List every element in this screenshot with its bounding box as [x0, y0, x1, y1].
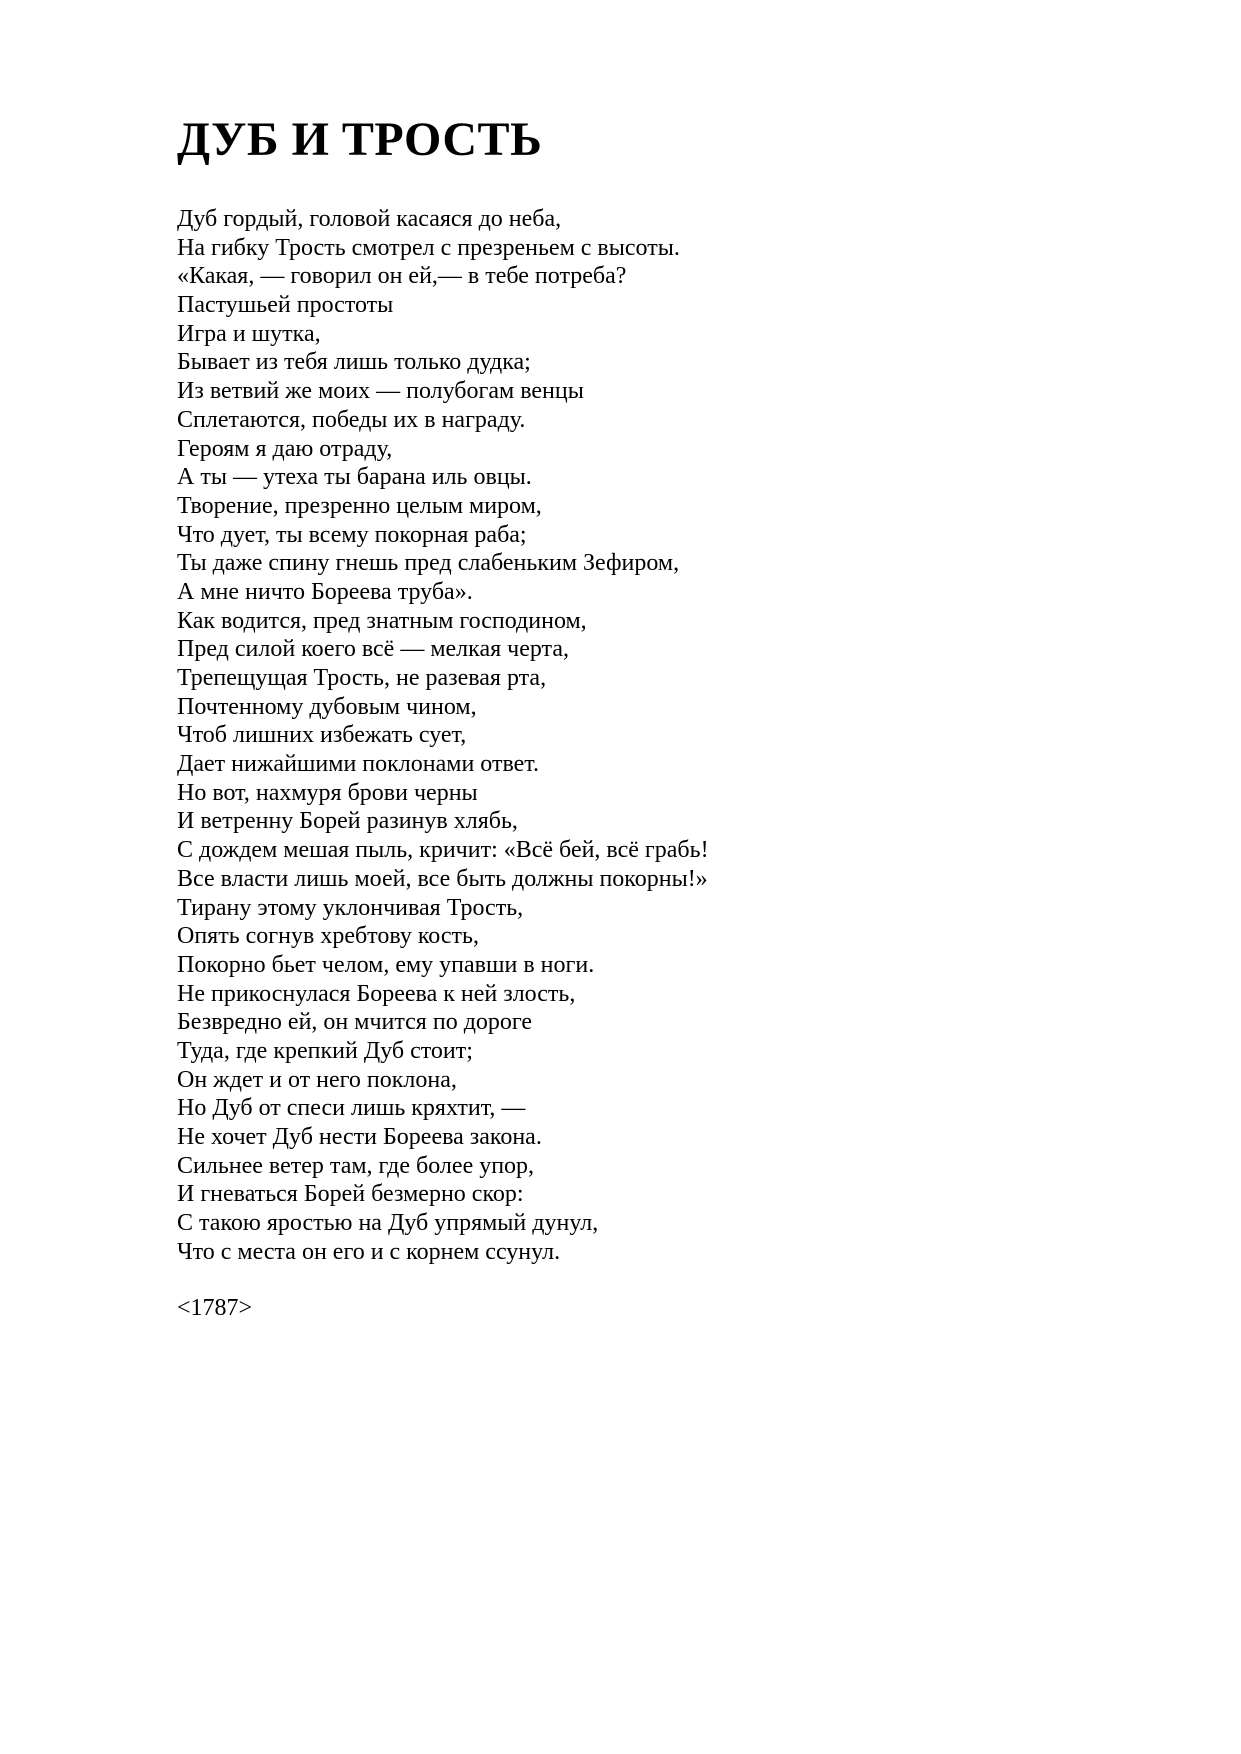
- poem-line: Не прикоснулася Бореева к ней злость,: [177, 980, 576, 1007]
- poem-line: Дуб гордый, головой касаяся до неба,: [177, 206, 562, 232]
- poem-line: Но вот, нахмуря брови черны: [177, 779, 478, 806]
- poem-line: Сплетаются, победы их в награду.: [177, 406, 526, 433]
- poem-line: Опять согнув хребтову кость,: [177, 923, 479, 950]
- poem-line: Не хочет Дуб нести Бореева закона.: [177, 1124, 542, 1150]
- poem-body: [177, 205, 709, 1266]
- poem-line: С такою яростью на Дуб упрямый дунул,: [177, 1210, 599, 1237]
- poem-line: Безвредно ей, он мчится по дороге: [177, 1009, 533, 1036]
- poem-line: «Какая, — говорил он ей,— в тебе потреба?: [177, 263, 627, 290]
- poem-line: И ветренну Борей разинув хлябь,: [177, 808, 518, 835]
- poem-line: Туда, где крепкий Дуб стоит;: [177, 1037, 473, 1064]
- poem-line: Сильнее ветер там, где более упор,: [177, 1152, 535, 1179]
- poem-line: А мне ничто Бореева труба».: [177, 578, 473, 605]
- poem-line: Все власти лишь моей, все быть должны покорны!»: [177, 865, 708, 892]
- poem-line: Как водится, пред знатным господином,: [177, 607, 587, 634]
- poem-line: Пред силой коего всё — мелкая черта,: [177, 636, 569, 663]
- poem-line: Трепещущая Трость, не разевая рта,: [177, 665, 547, 691]
- poem-line: Почтенному дубовым чином,: [177, 693, 477, 720]
- poem-line: Ты даже спину гнешь пред слабеньким Зефиром,: [177, 550, 680, 577]
- poem-line: Что дует, ты всему покорная раба;: [177, 521, 527, 548]
- poem-date: <1787>: [177, 1295, 253, 1321]
- poem-line: Тирану этому уклончивая Трость,: [177, 894, 524, 921]
- poem-line: Из ветвий же моих — полубогам венцы: [177, 378, 584, 405]
- poem-line: Пастушьей простоты: [177, 292, 394, 319]
- poem-line: Игра и шутка,: [177, 320, 321, 347]
- poem-line: А ты — утеха ты барана иль овцы.: [177, 464, 532, 491]
- poem-line: Но Дуб от спеси лишь кряхтит, —: [177, 1095, 526, 1122]
- poem-title: ДУБ И ТРОСТЬ: [177, 113, 543, 166]
- poem-line: Творение, презренно целым миром,: [177, 492, 542, 519]
- poem-line: Покорно бьет челом, ему упавши в ноги.: [177, 951, 595, 978]
- poem-line: Что с места он его и с корнем ссунул.: [177, 1238, 561, 1265]
- poem-line: На гибку Трость смотрел с презреньем с высоты.: [177, 234, 680, 261]
- poem-line: С дождем мешая пыль, кричит: «Всё бей, всё грабь!: [177, 837, 709, 864]
- poem-line: Чтоб лишних избежать сует,: [177, 722, 467, 749]
- poem-line: Бывает из тебя лишь только дудка;: [177, 349, 531, 376]
- poem-line: Он ждет и от него поклона,: [177, 1066, 457, 1093]
- poem-line: Героям я даю отраду,: [177, 435, 393, 462]
- poem-line: И гневаться Борей безмерно скор:: [177, 1181, 524, 1208]
- poem-line: Дает нижайшими поклонами ответ.: [177, 751, 539, 778]
